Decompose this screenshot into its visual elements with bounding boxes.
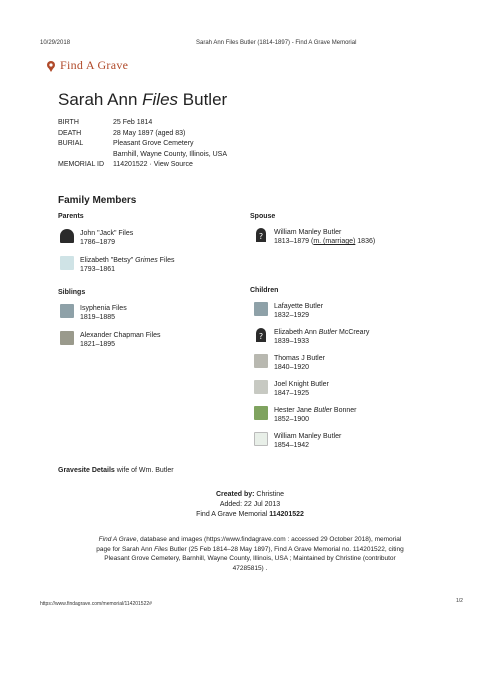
- print-page-number: 1/2: [456, 598, 463, 604]
- headstone-photo: [60, 304, 74, 318]
- svg-text:?: ?: [258, 332, 264, 341]
- site-logo[interactable]: [46, 58, 128, 73]
- unknown-photo-icon: [254, 328, 268, 342]
- fact-burial: BURIAL Pleasant Grove Cemetery: [58, 139, 227, 150]
- fact-birth: BIRTH 25 Feb 1814: [58, 119, 153, 126]
- citation: Find A Grave, database and images (https://www.findagrave.com : accessed 29 October 2018), memorial page for Sarah Ann Files Butler (25 Feb 1814–28 May 1897), Find A Grave Memorial no. 114201522, citing Pleasant Grove Cemetery, Barnhill, Wayne County, Illinois, USA ; Maintained by Christine (contributor 47285815) .: [96, 536, 404, 572]
- grave-pin-icon: [46, 60, 56, 72]
- burial-cemetery-link[interactable]: Pleasant Grove Cemetery: [113, 140, 194, 147]
- credits: Created by: Christine Added: 22 Jul 2013 Find A Grave Memorial 114201522: [196, 491, 304, 518]
- headstone-photo: [254, 302, 268, 316]
- unknown-photo-icon: [254, 228, 268, 242]
- spouse-heading: Spouse: [250, 213, 276, 220]
- siblings-heading: Siblings: [58, 289, 86, 296]
- child-item[interactable]: ? Elizabeth Ann Butler McCreary 1839–1933: [254, 328, 369, 346]
- marriage-link[interactable]: m. (marriage): [313, 238, 356, 245]
- print-date: 10/29/2018: [40, 40, 71, 46]
- memorial-facts: [58, 118, 227, 171]
- child-item[interactable]: Hester Jane Butler Bonner 1852–1900: [254, 406, 357, 424]
- child-item[interactable]: Lafayette Butler 1832–1929: [254, 302, 323, 320]
- child-item[interactable]: Joel Knight Butler 1847–1925: [254, 380, 329, 398]
- headstone-photo: [254, 432, 268, 446]
- children-heading: Children: [250, 287, 279, 294]
- headstone-photo: [254, 406, 268, 420]
- logo-text: Find A Grave: [60, 58, 129, 72]
- memorial-name: Sarah Ann Files Butler: [58, 90, 228, 109]
- spouse-item[interactable]: ? William Manley Butler 1813–1879 (m. (marriage) 1836): [254, 228, 375, 246]
- fact-memorial-id: MEMORIAL ID 114201522 · View Source: [58, 160, 227, 171]
- fact-death: DEATH 28 May 1897 (aged 83): [58, 129, 186, 137]
- parent-photo: [60, 229, 74, 243]
- print-url: https://www.findagrave.com/memorial/114201522#: [40, 601, 152, 607]
- fact-burial-location: Barnhill, Wayne County, Illinois, USA: [113, 150, 227, 158]
- parent-item[interactable]: John "Jack" Files 1786–1879: [60, 229, 133, 247]
- child-item[interactable]: Thomas J Butler 1840–1920: [254, 354, 325, 372]
- creator-link[interactable]: Christine: [254, 491, 285, 498]
- headstone-photo: [254, 380, 268, 394]
- parents-heading: Parents: [58, 213, 84, 220]
- gravesite-details: Gravesite Details wife of Wm. Butler: [58, 467, 174, 474]
- child-item[interactable]: William Manley Butler 1854–1942: [254, 432, 341, 450]
- view-source-link[interactable]: 114201522 · View Source: [113, 161, 193, 168]
- flower-photo: [60, 256, 74, 270]
- family-members-heading: Family Members: [58, 195, 137, 206]
- svg-text:?: ?: [258, 232, 264, 241]
- sibling-item[interactable]: Isyphenia Files 1819–1885: [60, 304, 127, 322]
- sibling-item[interactable]: Alexander Chapman Files 1821–1895: [60, 331, 161, 349]
- print-page-title: Sarah Ann Files Butler (1814-1897) - Find A Grave Memorial: [196, 40, 357, 46]
- headstone-photo: [60, 331, 74, 345]
- parent-item[interactable]: Elizabeth "Betsy" Grimes Files 1793–1861: [60, 256, 174, 274]
- headstone-photo: [254, 354, 268, 368]
